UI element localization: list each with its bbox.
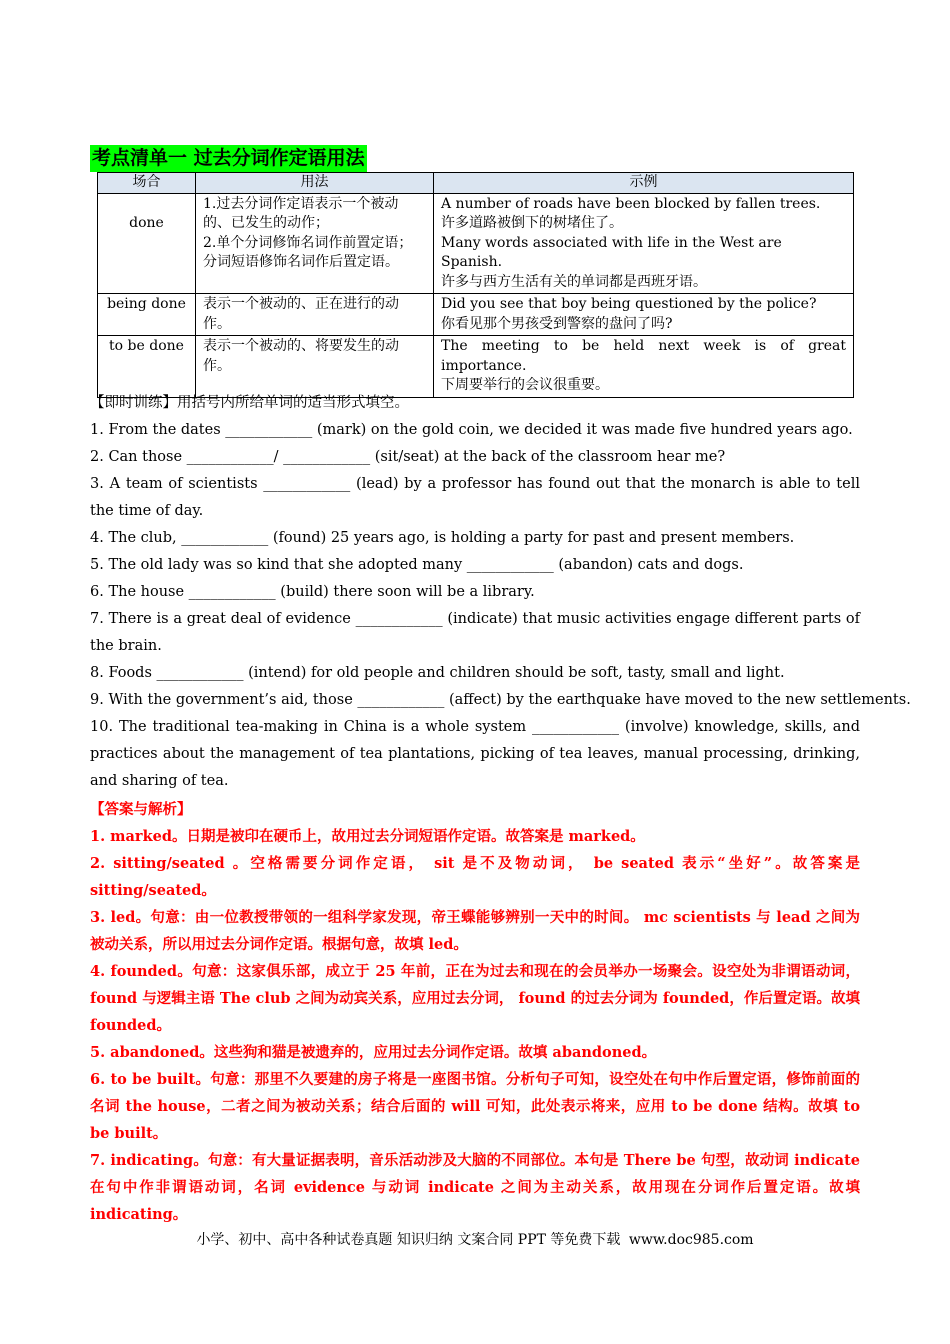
example-line: Did you see that boy being questioned by the police? <box>441 296 817 312</box>
example-line: 下周要举行的会议很重要。 <box>441 377 609 393</box>
table-row <box>98 336 854 398</box>
exercise-item: 4. The club, ____________ (found) 25 years ago, is holding a party for past and present members. <box>90 530 795 546</box>
usage-line: 2.单个分词修饰名词作前置定语；分词短语修饰名词作后置定语。 <box>203 234 413 270</box>
answer-item: 6. to be built。句意：那里不久要建的房子将是一座图书馆。分析句子可知，设空处在句中作后置定语，修饰前面的名词 the house，二者之间为被动关系；结合后面的 will 可知，此处表示将来，应用 to be done 结构。故填 to be built。 <box>90 1071 860 1142</box>
answer-item: 4. founded。句意：这家俱乐部，成立于 25 年前，正在为过去和现在的会员举办一场聚会。设空处为非谓语动词， found 与逻辑主语 The club 之间为动宾关系，应用过去分词， found 的过去分词为 founded，作后置定语。故填 founded。 <box>90 963 860 1034</box>
table-row <box>98 193 854 294</box>
table-header-row <box>98 173 854 194</box>
footer-text: 小学、初中、高中各种试卷真题 知识归纳 文案合同 PPT 等免费下载 <box>196 1232 621 1248</box>
usage-line: 1.过去分词作定语表示一个被动的、已发生的动作； <box>203 195 399 231</box>
example-cell <box>434 294 854 336</box>
exercise-item: 5. The old lady was so kind that she adopted many ____________ (abandon) cats and dogs. <box>90 557 744 573</box>
example-line: The meeting to be held next week is of great importance. <box>441 338 846 374</box>
header-example: 示例 <box>434 173 854 194</box>
usage-cell: 表示一个被动的、将要发生的动作。 <box>196 336 434 398</box>
exercise-item: 9. With the government’s aid, those ____________ (affect) by the earthquake have moved to the new settlements. <box>90 692 911 708</box>
usage-cell <box>196 193 434 294</box>
header-scene: 场合 <box>98 173 196 194</box>
answer-item: 5. abandoned。这些狗和猫是被遗弃的，应用过去分词作定语。故填 abandoned。 <box>90 1044 657 1061</box>
exercise-item: 10. The traditional tea-making in China is a whole system ____________ (involve) knowledge, skills, and practices about the management of tea plantations, picking of tea leaves, manual processing, drinking, and sharing of tea. <box>90 719 860 789</box>
scene-cell: to be done <box>98 336 196 398</box>
page-footer <box>0 1228 950 1252</box>
usage-cell: 表示一个被动的、正在进行的动作。 <box>196 294 434 336</box>
grammar-table <box>97 172 854 398</box>
example-line: A number of roads have been blocked by fallen trees. <box>441 195 821 212</box>
scene-cell: being done <box>98 294 196 336</box>
scene-label: done <box>129 214 164 231</box>
exercise-item: 7. There is a great deal of evidence ____________ (indicate) that music activities engage different parts of the brain. <box>90 611 860 654</box>
example-line: 许多道路被倒下的树堵住了。 <box>441 215 623 231</box>
scene-cell <box>98 193 196 294</box>
exercise-item: 6. The house ____________ (build) there soon will be a library. <box>90 584 535 600</box>
answer-item: 3. led。句意：由一位教授带领的一组科学家发现，帝王蝶能够辨别一天中的时间。 mc scientists 与 lead 之间为被动关系，所以用过去分词作定语。根据句意，故填 led。 <box>90 909 860 953</box>
example-cell <box>434 336 854 398</box>
example-line: 你看见那个男孩受到警察的盘问了吗? <box>441 315 673 332</box>
answer-item: 1. marked。日期是被印在硬币上，故用过去分词短语作定语。故答案是 marked。 <box>90 828 645 845</box>
example-line: Many words associated with life in the West are Spanish. <box>441 234 782 270</box>
exercise-title: 【即时训练】用括号内所给单词的适当形式填空。 <box>90 395 409 411</box>
section-heading: 考点清单一 过去分词作定语用法 <box>90 145 367 172</box>
example-cell <box>434 193 854 294</box>
answer-item: 2. sitting/seated 。空格需要分词作定语， sit 是不及物动词， be seated 表示“坐好”。故答案是 sitting/seated。 <box>90 855 860 899</box>
example-line: 许多与西方生活有关的单词都是西班牙语。 <box>441 273 707 290</box>
footer-link[interactable]: www.doc985.com <box>628 1232 754 1248</box>
exercise-item: 2. Can those ____________/ ____________ (sit/seat) at the back of the classroom hear me? <box>90 449 726 465</box>
exercise-item: 1. From the dates ____________ (mark) on the gold coin, we decided it was made five hundred years ago. <box>90 422 853 438</box>
answers-title: 【答案与解析】 <box>90 801 192 818</box>
exercise-item: 8. Foods ____________ (intend) for old people and children should be soft, tasty, small and light. <box>90 665 785 681</box>
answer-item: 7. indicating。句意：有大量证据表明，音乐活动涉及大脑的不同部位。本句是 There be 句型，故动词 indicate 在句中作非谓语动词，名词 evidence 与动词 indicate 之间为主动关系，故用现在分词作后置定语。故填 indicating。 <box>90 1152 860 1223</box>
table-row <box>98 294 854 336</box>
header-usage: 用法 <box>196 173 434 194</box>
exercise-item: 3. A team of scientists ____________ (lead) by a professor has found out that the monarch is able to tell the time of day. <box>90 476 860 519</box>
